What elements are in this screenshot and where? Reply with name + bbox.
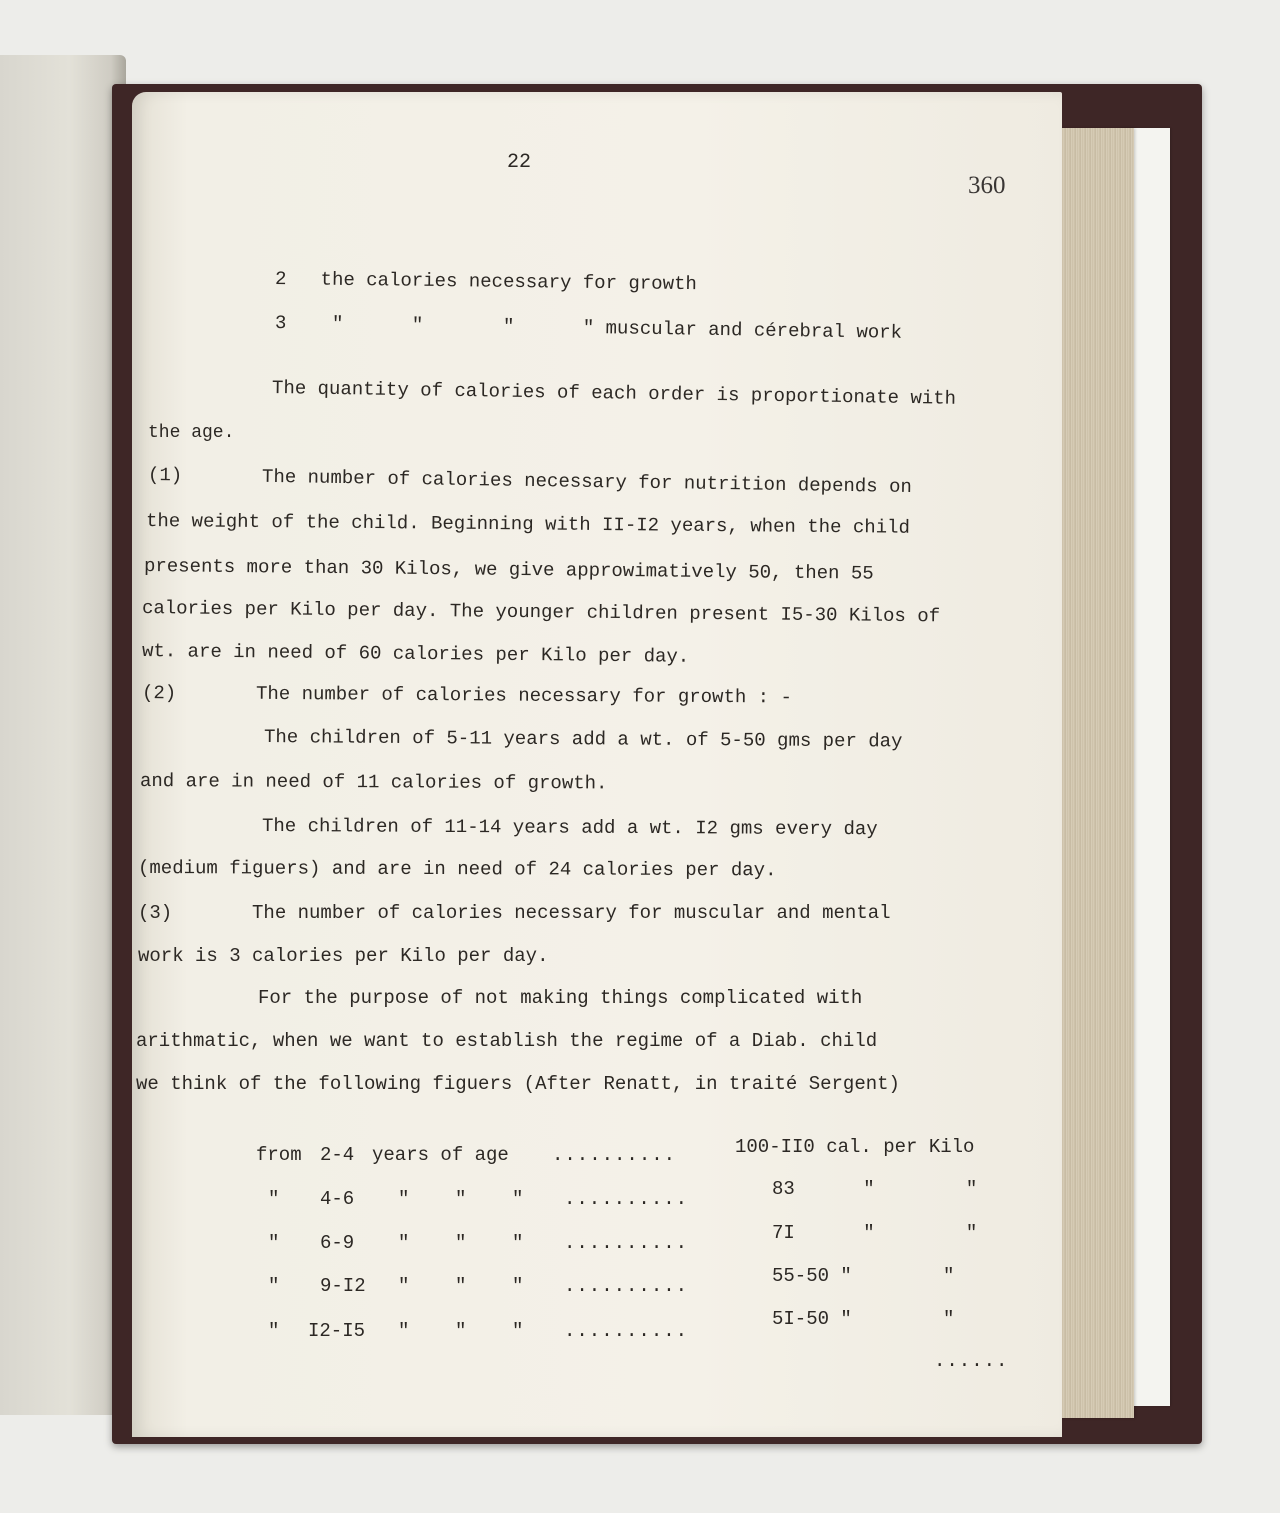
page-number: 22 xyxy=(507,151,532,174)
row-age: 4-6 xyxy=(320,1188,355,1210)
previous-page xyxy=(0,55,126,1415)
row-unit: " " " xyxy=(398,1275,524,1297)
row-age: I2-I5 xyxy=(308,1320,366,1342)
row-value: 100-II0 cal. per Kilo xyxy=(735,1136,975,1158)
row-lead: from xyxy=(256,1144,302,1166)
page-edges xyxy=(1052,128,1134,1418)
row-lead: " xyxy=(268,1232,280,1254)
row-lead: " xyxy=(268,1320,280,1342)
row-dots: .......... xyxy=(564,1232,689,1254)
row-unit: " " " xyxy=(398,1232,524,1254)
row-dots: .......... xyxy=(564,1188,689,1210)
text-line: presents more than 30 Kilos, we give approwimatively 50, then 55 xyxy=(143,555,874,585)
row-value: 7I " " xyxy=(772,1222,978,1244)
text-line: the weight of the child. Beginning with II-I2 years, when the child xyxy=(145,510,911,539)
text-line: work is 3 calories per Kilo per day. xyxy=(138,945,549,967)
row-value: 5I-50 " " xyxy=(772,1308,955,1330)
text-line: and are in need of 11 calories of growth. xyxy=(139,770,608,795)
row-lead: " xyxy=(268,1188,280,1210)
row-value: 55-50 " " xyxy=(772,1265,955,1287)
text-line: (1) The number of calories necessary for nutrition depends on xyxy=(147,464,913,498)
row-dots: .......... xyxy=(564,1320,689,1342)
text-line: The children of 5-11 years add a wt. of 5-50 gms per day xyxy=(263,726,903,753)
text-line: (medium figuers) and are in need of 24 calories per day. xyxy=(137,857,777,882)
row-unit: " " " xyxy=(398,1188,524,1210)
document-page xyxy=(132,92,1062,1437)
text-line: calories per Kilo per day. The younger children present I5-30 Kilos of xyxy=(141,597,941,628)
text-line: wt. are in need of 60 calories per Kilo per day. xyxy=(141,640,690,668)
row-value: 83 " " xyxy=(772,1178,978,1200)
folio-number: 360 xyxy=(968,172,1006,199)
row-age: 2-4 xyxy=(320,1144,355,1166)
text-line: The quantity of calories of each order is proportionate with xyxy=(271,377,957,410)
text-line: For the purpose of not making things complicated with xyxy=(258,987,863,1009)
row-age: 9-I2 xyxy=(320,1275,366,1297)
bleed-through-text xyxy=(0,355,126,365)
text-line: we think of the following figuers (After Renatt, in traité Sergent) xyxy=(136,1073,900,1095)
row-unit: years of age xyxy=(372,1144,509,1166)
row-dots: .......... xyxy=(552,1144,677,1166)
row-lead: " xyxy=(268,1275,280,1297)
row-dots: .......... xyxy=(564,1275,689,1297)
text-line: the age. xyxy=(148,423,235,443)
continuation-dots: ...... xyxy=(934,1350,1009,1372)
text-line: (3) The number of calories necessary for muscular and mental xyxy=(138,902,891,924)
text-line: 3 " " " " muscular and cérebral work xyxy=(274,312,903,344)
row-age: 6-9 xyxy=(320,1232,355,1254)
text-line: arithmatic, when we want to establish the regime of a Diab. child xyxy=(136,1030,878,1052)
text-line: 2 the calories necessary for growth xyxy=(274,268,697,296)
text-line: The children of 11-14 years add a wt. I2 gms every day xyxy=(261,815,878,841)
text-line: (2) The number of calories necessary for growth : - xyxy=(141,682,792,709)
row-unit: " " " xyxy=(398,1320,524,1342)
